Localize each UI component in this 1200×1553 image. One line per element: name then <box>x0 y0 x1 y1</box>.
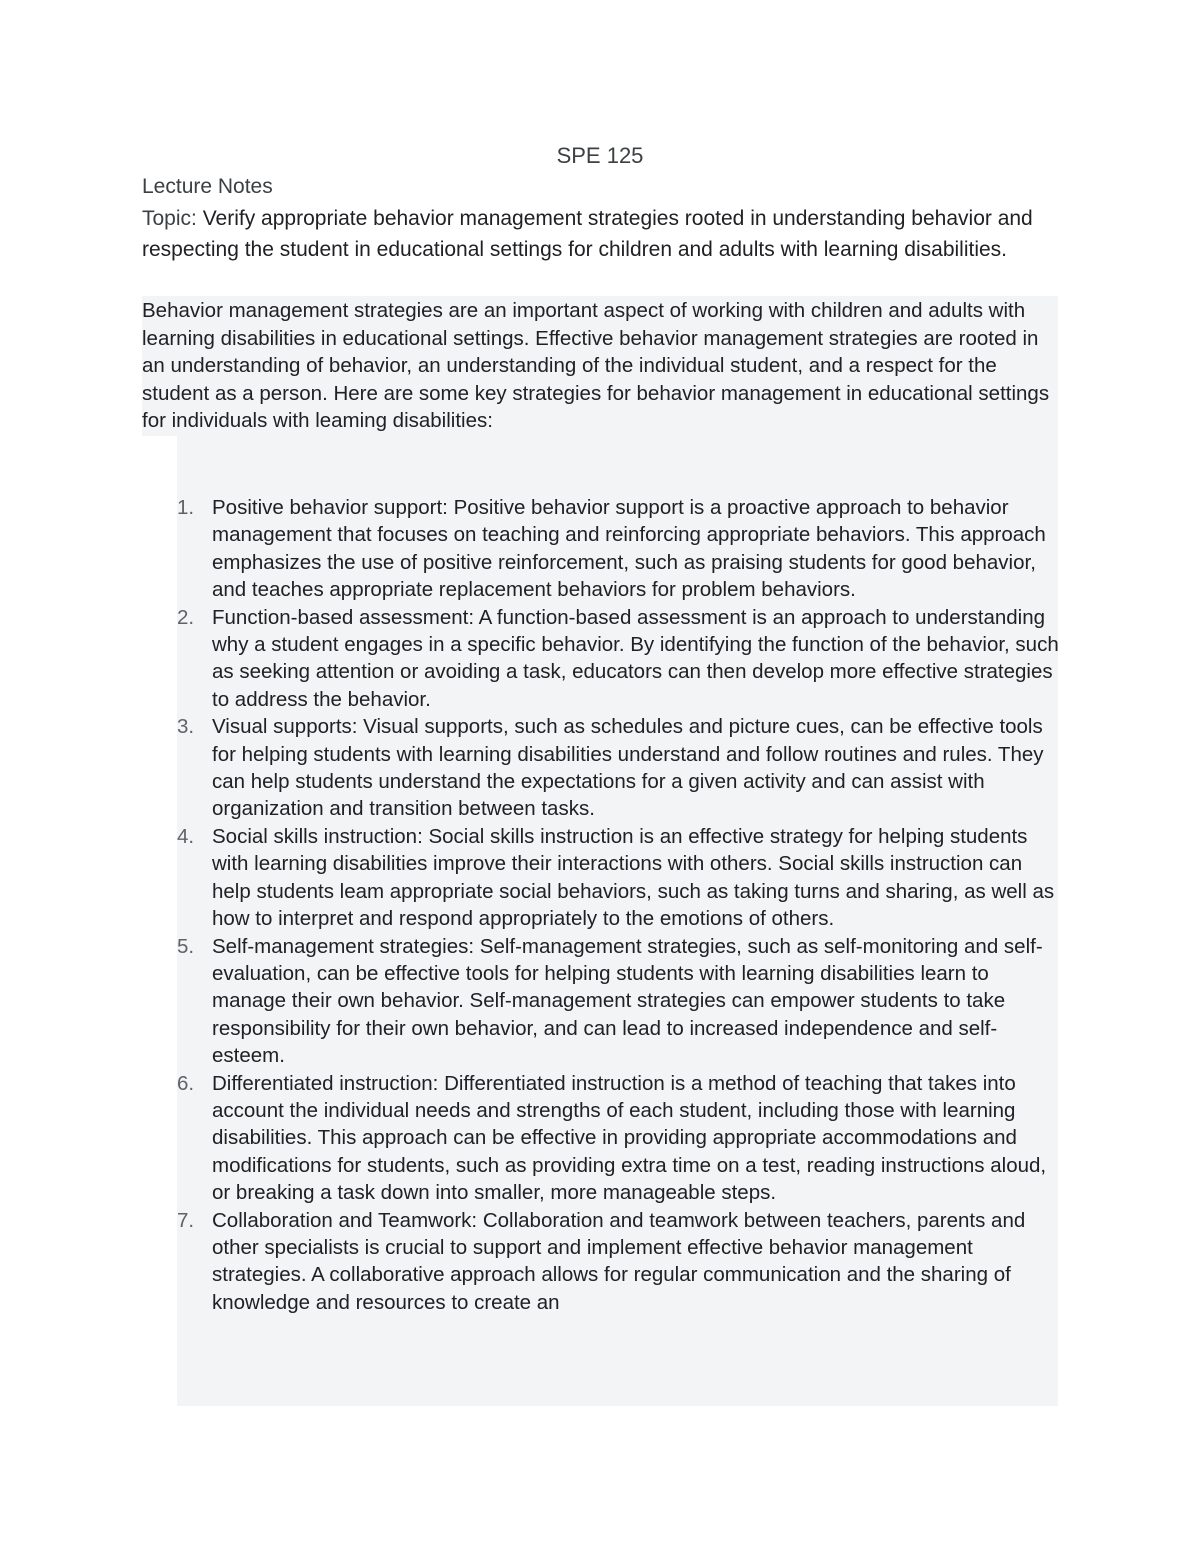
strategy-list <box>177 494 1059 1316</box>
list-item-number: 5. <box>177 934 195 958</box>
list-item-text: Differentiated instruction: Differentiated instruction is a method of teaching that takes into account the individual needs and strengths of each student, including those with learning disabilities. This approach can be effective in providing appropriate accommodations and modifications for students, such as providing extra time on a test, reading instructions aloud, or breaking a task down into smaller, more manageable steps. <box>212 1071 1047 1205</box>
list-item <box>177 933 1059 1070</box>
topic-text: Verify appropriate behavior management strategies rooted in understanding behavior and respecting the student in educational settings for children and adults with learning disabilities. <box>142 207 1033 261</box>
list-item-text: Positive behavior support: Positive behavior support is a proactive approach to behavior management that focuses on teaching and reinforcing appropriate behaviors. This approach emphasizes the use of positive reinforcement, such as praising students for good behavior, and teaches appropriate replacement behaviors for problem behaviors. <box>212 496 1046 602</box>
list-item-number: 3. <box>177 715 195 739</box>
list-item-number: 2. <box>177 605 195 629</box>
topic-paragraph <box>142 203 1062 265</box>
list-item <box>177 713 1059 823</box>
list-item-text: Social skills instruction: Social skills instruction is an effective strategy for helping students with learning disabilities improve their interactions with others. Social skills instruction can help students leam appropriate social behaviors, such as taking turns and sharing, as well as how to interpret and respond appropriately to the emotions of others. <box>212 824 1055 931</box>
list-item-text: Visual supports: Visual supports, such as schedules and picture cues, can be effective tools for helping students with learning disabilities understand and follow routines and rules. They can help students understand the expectations for a given activity and can assist with organization and transition between tasks. <box>212 715 1044 821</box>
lecture-notes-heading: Lecture Notes <box>142 175 273 198</box>
list-item-number: 4. <box>177 824 195 848</box>
list-item <box>177 1207 1059 1317</box>
list-item-text: Function-based assessment: A function-based assessment is an approach to understanding why a student engages in a specific behavior. By identifying the function of the behavior, such as seeking attention or avoiding a task, educators can then develop more effective strategies to address the behavior. <box>212 605 1059 711</box>
topic-label: Topic: <box>142 207 197 230</box>
list-item <box>177 823 1059 933</box>
course-title: SPE 125 <box>556 143 644 168</box>
list-item-number: 6. <box>177 1071 195 1095</box>
list-item <box>177 494 1059 604</box>
intro-paragraph: Behavior management strategies are an important aspect of working with children and adults with learning disabilities in educational settings. Effective behavior management strategies are rooted in an understanding of behavior, an understanding of the individual student, and a respect for the student as a person. Here are some key strategies for behavior management in educational settings for individuals with leaming disabilities: <box>142 299 1050 432</box>
list-item-number: 1. <box>177 496 195 519</box>
list-item-text: Collaboration and Teamwork: Collaboration and teamwork between teachers, parents and other specialists is crucial to support and implement effective behavior management strategies. A collaborative approach allows for regular communication and the sharing of knowledge and resources to create an <box>212 1208 1026 1314</box>
list-item <box>177 1070 1059 1207</box>
list-item-number: 7. <box>177 1208 195 1232</box>
list-item-text: Self-management strategies: Self-management strategies, such as self-monitoring and self-evaluation, can be effective tools for helping students with learning disabilities learn to manage their own behavior. Self-management strategies can empower students to take responsibility for their own behavior, and can lead to increased independence and self-esteem. <box>212 934 1043 1068</box>
list-item <box>177 604 1059 714</box>
